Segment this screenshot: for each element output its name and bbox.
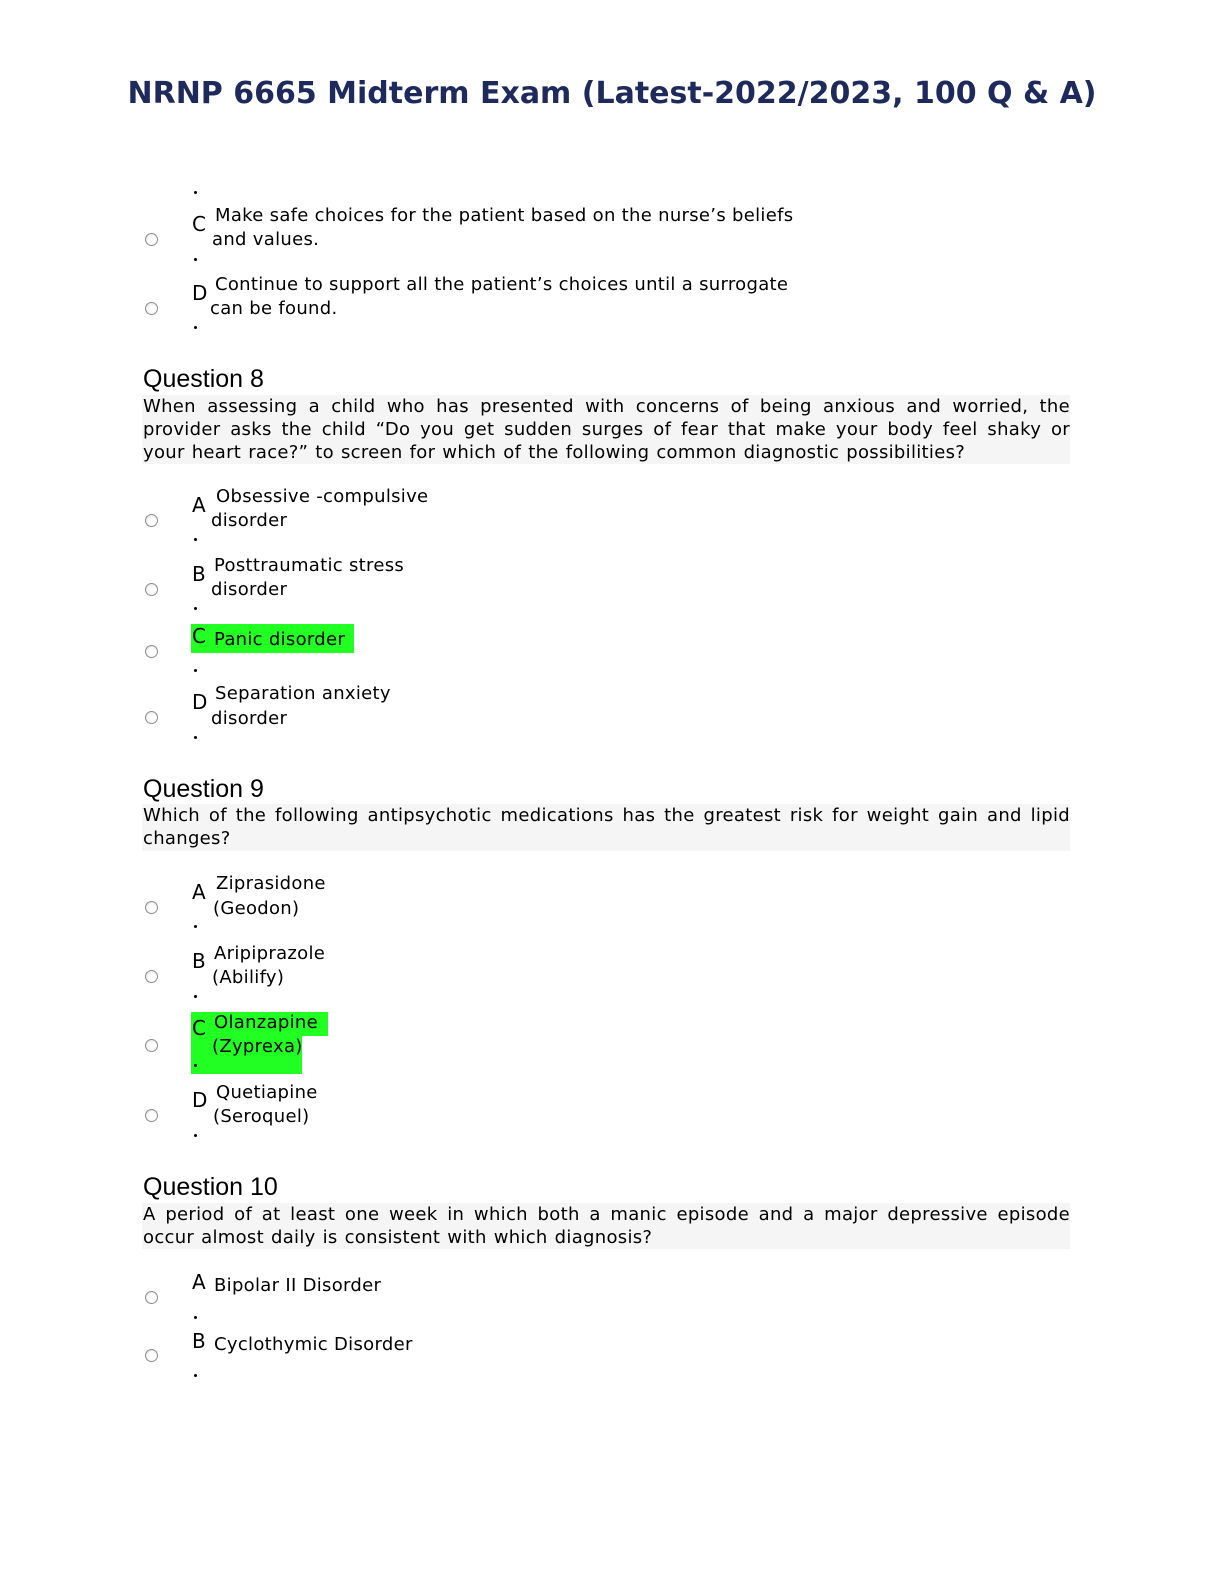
option-letter: D bbox=[192, 1088, 208, 1112]
radio-button[interactable] bbox=[145, 302, 158, 315]
bullet-dot bbox=[194, 258, 197, 261]
option-letter: A bbox=[192, 493, 206, 517]
option-letter: C bbox=[192, 1016, 206, 1040]
option-text-line1: Bipolar II Disorder bbox=[214, 1275, 382, 1296]
bullet-dot bbox=[194, 925, 197, 928]
bullet-dot bbox=[194, 1134, 197, 1137]
radio-button[interactable] bbox=[145, 233, 158, 246]
radio-button[interactable] bbox=[145, 1349, 158, 1362]
page-title: NRNP 6665 Midterm Exam (Latest-2022/2023, 100 Q & A) bbox=[127, 76, 1097, 111]
bullet-dot bbox=[194, 538, 197, 541]
option-text-line1: Olanzapine bbox=[214, 1012, 318, 1033]
option-letter: A bbox=[192, 1270, 206, 1294]
question-text: Which of the following antipsychotic medications has the greatest risk for weight gain and lipid changes? bbox=[143, 805, 1070, 849]
option-text-line1: Separation anxiety bbox=[215, 683, 391, 704]
bullet-dot bbox=[194, 1316, 197, 1319]
radio-button[interactable] bbox=[145, 711, 158, 724]
bullet-dot bbox=[194, 607, 197, 610]
option-text-line2: disorder bbox=[211, 708, 288, 729]
bullet-dot bbox=[194, 1064, 197, 1067]
question-text: A period of at least one week in which both a manic episode and a major depressive episode occur almost daily is consistent with which diagnosis? bbox=[143, 1204, 1070, 1248]
option-text-line2: (Geodon) bbox=[213, 898, 300, 919]
option-text-line2: can be found. bbox=[210, 298, 338, 319]
option-text-line2: disorder bbox=[211, 579, 288, 600]
option-text-line1: Aripiprazole bbox=[214, 943, 326, 964]
option-text-line1: Panic disorder bbox=[214, 629, 346, 650]
option-text-line1: Obsessive -compulsive bbox=[216, 486, 429, 507]
radio-button[interactable] bbox=[145, 1291, 158, 1304]
radio-button[interactable] bbox=[145, 970, 158, 983]
radio-button[interactable] bbox=[145, 514, 158, 527]
bullet-dot bbox=[194, 669, 197, 672]
option-text-line1: Make safe choices for the patient based on the nurse’s beliefs bbox=[215, 205, 794, 226]
option-letter: B bbox=[192, 949, 206, 973]
option-text-line2: (Abilify) bbox=[212, 967, 285, 988]
option-text-line1: Cyclothymic Disorder bbox=[214, 1334, 413, 1355]
bullet-dot bbox=[194, 995, 197, 998]
radio-button[interactable] bbox=[145, 901, 158, 914]
question-heading: Question 10 bbox=[143, 1173, 278, 1201]
option-text-line2: disorder bbox=[211, 510, 288, 531]
question-heading: Question 8 bbox=[143, 365, 264, 393]
option-letter: C bbox=[192, 624, 206, 648]
bullet-dot bbox=[194, 191, 197, 194]
option-text-line1: Quetiapine bbox=[216, 1082, 318, 1103]
option-text-line1: Continue to support all the patient’s choices until a surrogate bbox=[215, 274, 789, 295]
question-text: When assessing a child who has presented with concerns of being anxious and worried, the provider asks the child “Do you get sudden surges of fear that make your body feel shaky or your heart race?” to screen for which of the following common diagnostic possibilities? bbox=[143, 396, 1070, 463]
option-letter: D bbox=[192, 690, 208, 714]
question-heading: Question 9 bbox=[143, 775, 264, 803]
option-letter: C bbox=[192, 212, 206, 236]
option-text-line1: Ziprasidone bbox=[216, 873, 326, 894]
option-text-line2: (Zyprexa) bbox=[212, 1036, 303, 1057]
option-letter: B bbox=[192, 1329, 206, 1353]
option-text-line2: and values. bbox=[212, 229, 320, 250]
bullet-dot bbox=[194, 1374, 197, 1377]
option-text-line2: (Seroquel) bbox=[213, 1106, 310, 1127]
bullet-dot bbox=[194, 326, 197, 329]
option-text-line1: Posttraumatic stress bbox=[214, 555, 405, 576]
radio-button[interactable] bbox=[145, 1109, 158, 1122]
option-letter: D bbox=[192, 281, 208, 305]
radio-button[interactable] bbox=[145, 645, 158, 658]
option-letter: B bbox=[192, 562, 206, 586]
radio-button[interactable] bbox=[145, 1039, 158, 1052]
option-letter: A bbox=[192, 880, 206, 904]
radio-button[interactable] bbox=[145, 583, 158, 596]
bullet-dot bbox=[194, 736, 197, 739]
